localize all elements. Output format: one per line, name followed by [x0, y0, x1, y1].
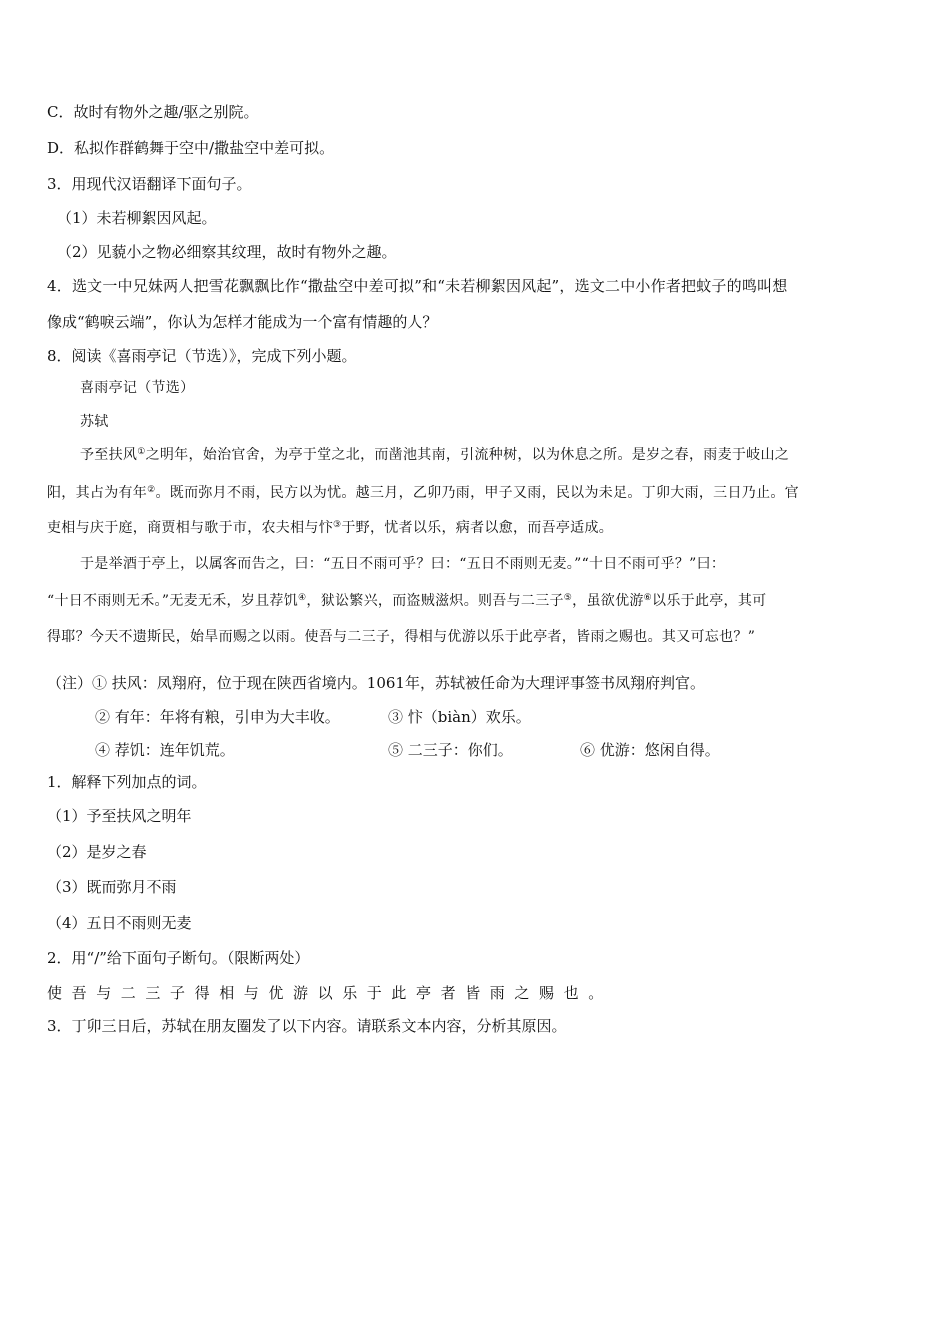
passage-title: 喜雨亭记（节选）: [80, 380, 195, 396]
question-3-item-1: （1）未若柳絮因风起。: [57, 209, 217, 227]
passage-author: 苏轼: [80, 414, 109, 430]
passage-p1-line-2: 阳，其占为有年②。既而弥月不雨，民方以为忧。越三月，乙卯乃雨，甲子又雨，民以为未足。丁卯大雨，三日乃止。官: [47, 485, 799, 501]
footnote-ref-2: ②: [147, 485, 156, 495]
footnote-ref-3: ③: [333, 520, 342, 530]
sub-question-1-item-1: （1）予至扶风之明年: [47, 807, 192, 825]
option-c: C．故时有物外之趣/驱之别院。: [47, 103, 259, 121]
passage-p2-line-3: 得耶？今天不遗斯民，始旱而赐之以雨。使吾与二三子，得相与优游以乐于此亭者，皆雨之赐也。其又可忘也？”: [47, 629, 756, 645]
sub-question-2-sentence: 使吾与二三子得相与优游以乐于此亭者皆雨之赐也。: [47, 984, 613, 1002]
sub-question-1-title: 1．解释下列加点的词。: [47, 773, 207, 791]
note-6: ⑥ 优游：悠闲自得。: [580, 741, 720, 759]
sub-question-1-item-2: （2）是岁之春: [47, 843, 147, 861]
note-3: ③ 忭（biàn）欢乐。: [388, 708, 531, 726]
sub-question-1-item-3: （3）既而弥月不雨: [47, 878, 177, 896]
option-d: D．私拟作群鹤舞于空中/撒盐空中差可拟。: [47, 139, 335, 157]
note-4: ④ 荐饥：连年饥荒。: [95, 741, 235, 759]
question-3-item-2: （2）见藐小之物必细察其纹理，故时有物外之趣。: [57, 243, 397, 261]
note-5: ⑤ 二三子：你们。: [388, 741, 513, 759]
footnote-ref-5: ⑤: [563, 593, 573, 603]
sub-question-1-item-4: （4）五日不雨则无麦: [47, 914, 192, 932]
passage-p2-line-2: “十日不雨则无禾。”无麦无禾，岁且荐饥④，狱讼繁兴，而盗贼滋炽。则吾与二三子⑤，虽欲优游⑥以乐于此亭，其可: [47, 593, 767, 609]
question-4-line-2: 像成“鹤唳云端”，你认为怎样才能成为一个富有情趣的人？: [47, 313, 438, 331]
passage-p2-line-1: 于是举酒于亭上，以属客而告之，曰：“五日不雨可乎？曰：“五日不雨则无麦。”“十日不雨可乎？”曰：: [80, 556, 726, 572]
note-1: （注）① 扶风：凤翔府，位于现在陕西省境内。1061年，苏轼被任命为大理评事签书凤翔府判官。: [47, 674, 705, 692]
question-3-title: 3．用现代汉语翻译下面句子。: [47, 175, 252, 193]
question-8-title: 8．阅读《喜雨亭记（节选）》，完成下列小题。: [47, 347, 357, 365]
sub-question-2-title: 2．用“/”给下面句子断句。（限断两处）: [47, 949, 310, 967]
footnote-ref-1: ①: [137, 447, 146, 457]
passage-p1-line-3: 吏相与庆于庭，商贾相与歌于市，农夫相与忭③于野，忧者以乐，病者以愈，而吾亭适成。: [47, 520, 614, 536]
sub-question-3-title: 3．丁卯三日后，苏轼在朋友圈发了以下内容。请联系文本内容，分析其原因。: [47, 1017, 567, 1035]
passage-p1-line-1: 予至扶风①之明年，始治官舍，为亭于堂之北，而凿池其南，引流种树，以为休息之所。是岁之春，雨麦于岐山之: [80, 447, 790, 463]
footnote-ref-6: ⑥: [643, 593, 653, 603]
note-2: ② 有年：年将有粮，引申为大丰收。: [95, 708, 340, 726]
footnote-ref-4: ④: [298, 593, 307, 603]
question-4-line-1: 4．选文一中兄妹两人把雪花飘飘比作“撒盐空中差可拟”和“未若柳絮因风起”，选文二中小作者把蚊子的鸣叫想: [47, 277, 788, 295]
